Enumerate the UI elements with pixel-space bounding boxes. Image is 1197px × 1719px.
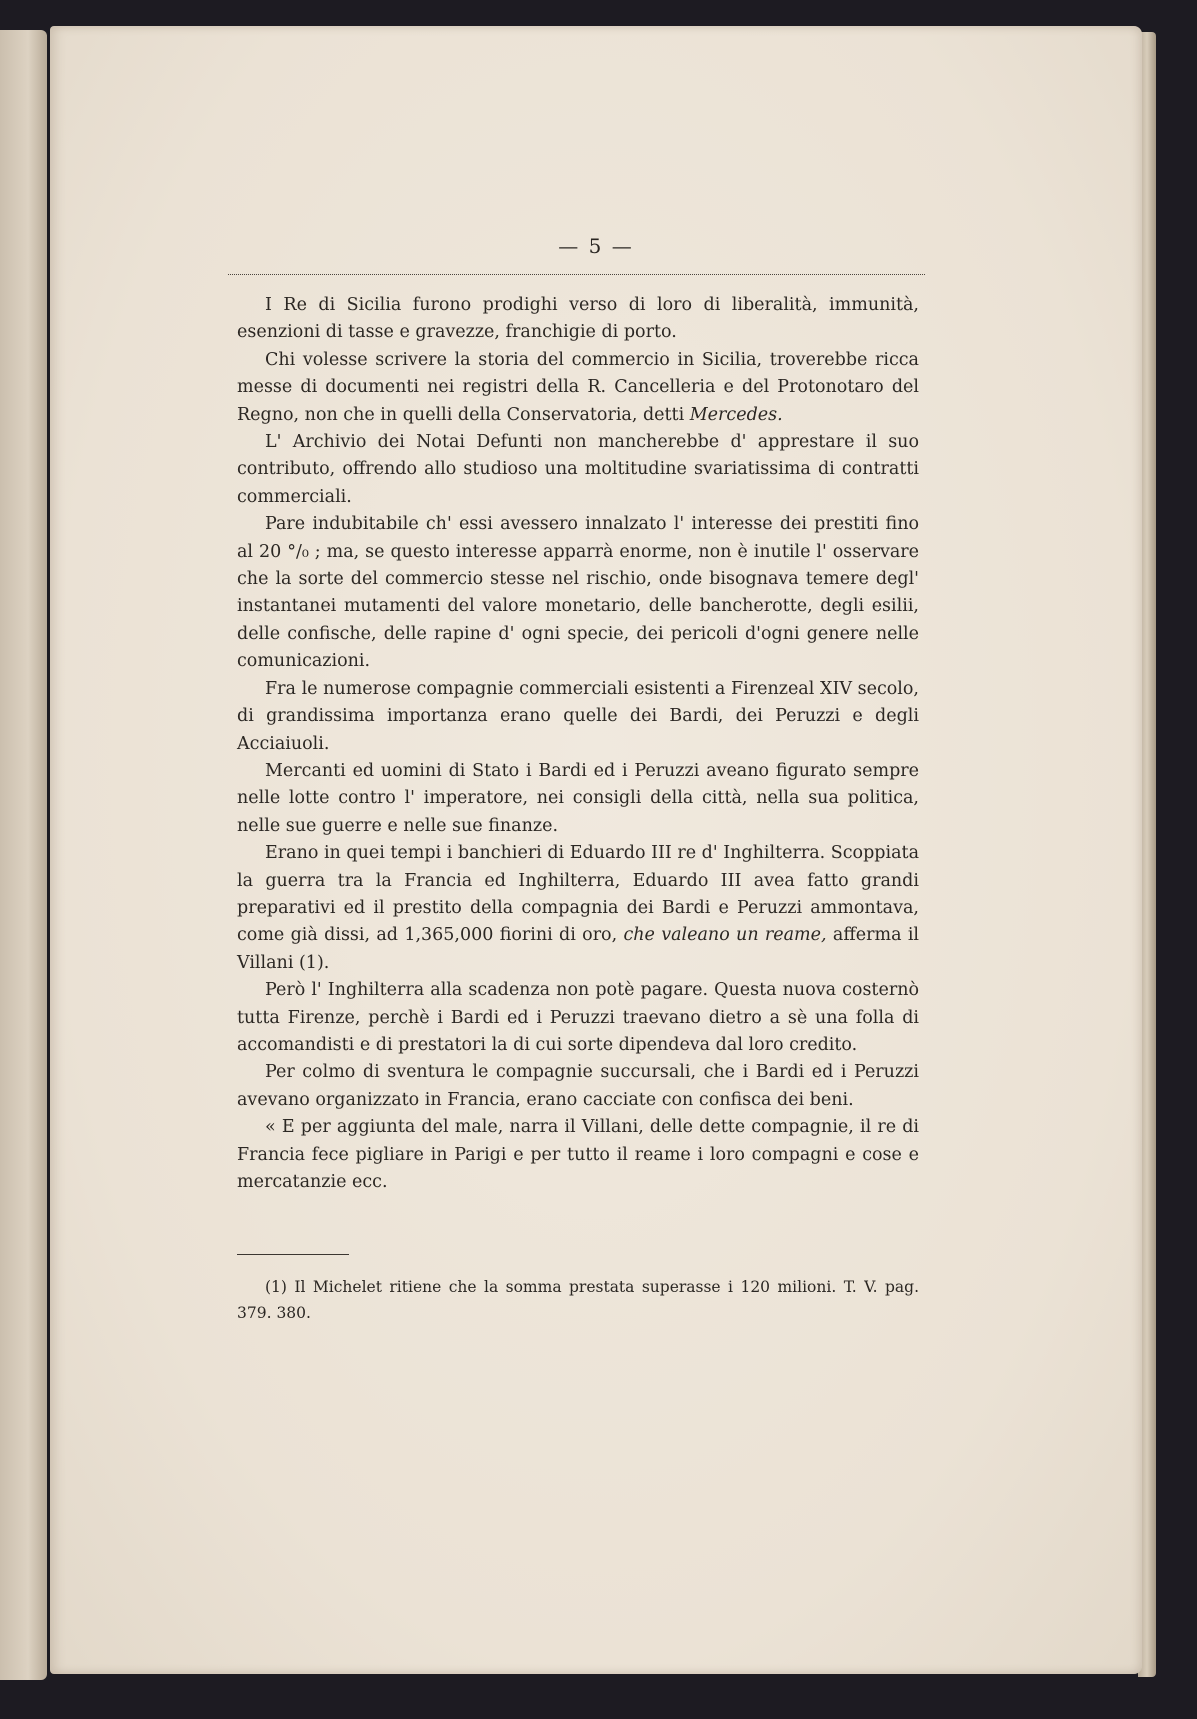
paragraph: Pare indubitabile ch' essi avessero innalzato l' interesse dei prestiti fino al 20 °/₀ ; ma, se questo interesse apparrà enorme, non è inutile l' osservare che la sorte del commercio stesse nel rischio, onde bisognava temere degl' instantanei mutamenti del valore monetario, delle bancherotte, degli esilii, delle confische, delle rapine d' ogni specie, dei pericoli d'ogni genere nelle comunicazioni.: [237, 514, 919, 672]
header-rule: [228, 274, 925, 275]
paragraph: Erano in quei tempi i banchieri di Eduardo III re d' Inghilterra. Scoppiata la guerra tra la Francia ed Inghilterra, Eduardo III avea fatto grandi preparativi ed il prestito della compagnia dei Bardi e Peruzzi ammontava, come già dissi, ad 1,365,000 fiorini di oro, che valeano un reame, afferma il Villani (1).: [237, 843, 920, 973]
paragraph: L' Archivio dei Notai Defunti non mancherebbe d' apprestare il suo contributo, offrendo allo studioso una moltitudine svariatissima di contratti commerciali.: [237, 432, 919, 507]
paragraph: Però l' Inghilterra alla scadenza non potè pagare. Questa nuova costernò tutta Firenze, perchè i Bardi ed i Peruzzi traevano dietro a sè una folla di accomandisti e di prestatori la di cui sorte dipendeva dal loro credito.: [237, 980, 919, 1055]
page-number: — 5 —: [558, 234, 634, 258]
footnote-rule: [237, 1254, 349, 1255]
paragraph: Mercanti ed uomini di Stato i Bardi ed i Peruzzi aveano figurato sempre nelle lotte contro l' imperatore, nei consigli della città, nella sua politica, nelle sue guerre e nelle sue finanze.: [237, 760, 919, 836]
footnote-text: (1) Il Michelet ritiene che la somma prestata superasse i 120 milioni. T. V. pag. 379. 380.: [237, 1278, 919, 1322]
book-page: [50, 26, 1142, 1674]
paragraph: I Re di Sicilia furono prodighi verso di loro di liberalità, immunità, esenzioni di tasse e gravezze, franchigie di porto.: [237, 295, 919, 343]
paragraph: Chi volesse scrivere la storia del commercio in Sicilia, troverebbe ricca messe di documenti nei registri della R. Cancelleria e del Protonotaro del Regno, non che in quelli della Conservatoria, detti Mercedes.: [237, 349, 919, 425]
italic-quote: che valeano un reame,: [623, 925, 827, 946]
left-page-edge: [0, 30, 47, 1680]
body-text: [237, 292, 919, 1196]
footnote: [237, 1274, 919, 1326]
paragraph: « E per aggiunta del male, narra il Villani, delle dette compagnie, il re di Francia fece pigliare in Parigi e per tutto il reame i loro compagni e cose e mercatanzie ecc.: [237, 1117, 919, 1192]
paragraph: Fra le numerose compagnie commerciali esistenti a Firenzeal XIV secolo, di grandissima importanza erano quelle dei Bardi, dei Peruzzi e degli Acciaiuoli.: [237, 678, 919, 754]
paragraph: Per colmo di sventura le compagnie succursali, che i Bardi ed i Peruzzi avevano organizzato in Francia, erano cacciate con confisca dei beni.: [237, 1062, 919, 1110]
italic-term: Mercedes.: [689, 404, 783, 425]
